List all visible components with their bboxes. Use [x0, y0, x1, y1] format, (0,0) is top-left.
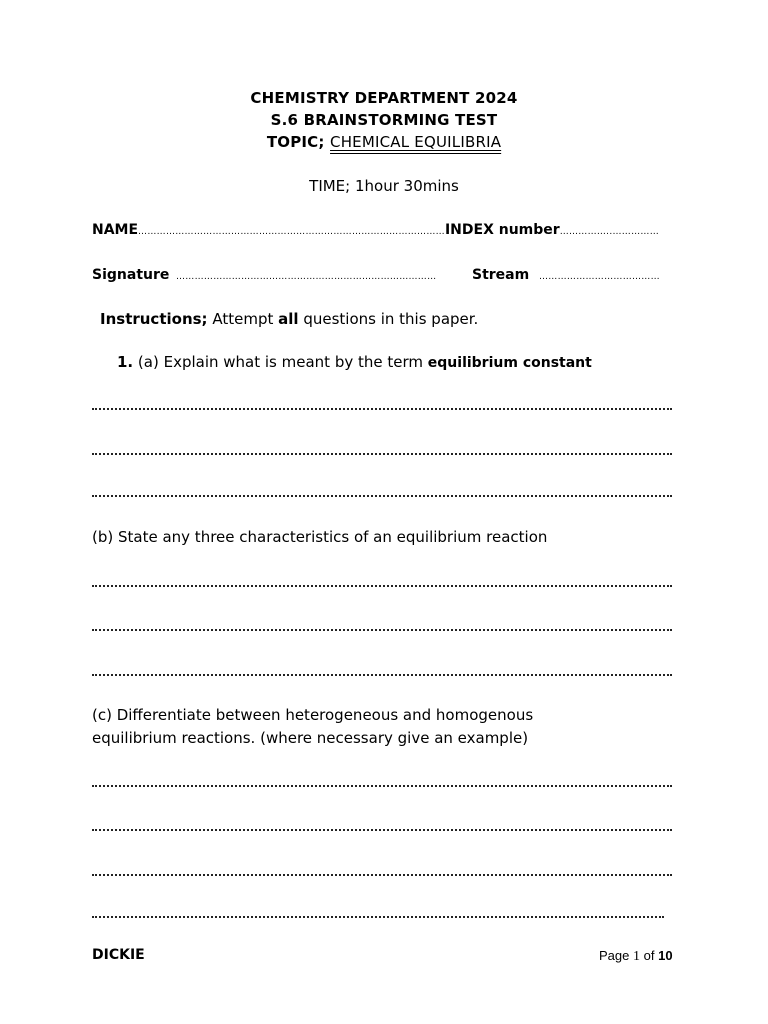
question-1a-text: (a) Explain what is meant by the term [137, 353, 423, 371]
name-field[interactable]: ……………………………………………………………………………………… [138, 227, 445, 237]
index-label: INDEX number [444, 222, 560, 238]
topic-line [0, 133, 768, 151]
instructions-text-after: questions in this paper. [303, 310, 479, 328]
test-subtitle: S.6 BRAINSTORMING TEST [270, 111, 498, 129]
stream-label: Stream [472, 267, 530, 283]
answer-line[interactable] [92, 628, 672, 631]
instructions-label: Instructions; [100, 310, 208, 328]
name-label: NAME [92, 222, 139, 238]
answer-line[interactable] [92, 915, 664, 918]
index-field[interactable]: ……………..…………… [559, 227, 660, 237]
signature-label: Signature [92, 267, 170, 283]
page-of: of [643, 948, 655, 963]
stream-field[interactable]: ………………………………… [539, 272, 660, 282]
page-prefix: Page [599, 948, 630, 963]
instructions-text-before: Attempt [212, 310, 274, 328]
answer-line[interactable] [92, 407, 672, 410]
question-1b: (b) State any three characteristics of an equilibrium reaction [92, 528, 548, 546]
page-number [599, 948, 673, 965]
signature-field[interactable]: ………………………………………………………………………… [176, 272, 437, 282]
name-index-row [92, 222, 659, 238]
page-total: 10 [658, 948, 673, 963]
answer-line[interactable] [92, 494, 672, 497]
question-number: 1. [117, 353, 134, 371]
topic-label: TOPIC; [266, 133, 325, 151]
answer-line[interactable] [92, 584, 672, 587]
instructions-emphasis: all [278, 310, 299, 328]
exam-time: TIME; 1hour 30mins [309, 177, 459, 195]
instructions [100, 310, 478, 328]
topic-value: CHEMICAL EQUILIBRIA [330, 133, 502, 151]
answer-line[interactable] [92, 784, 672, 787]
question-1a-term: equilibrium constant [427, 355, 592, 371]
page-current: 1 [633, 949, 640, 964]
question-1c-line2: equilibrium reactions. (where necessary give an example) [92, 729, 529, 747]
answer-line[interactable] [92, 673, 672, 676]
stream-label-wrap [472, 267, 529, 283]
signature-label-wrap [92, 267, 169, 283]
answer-line[interactable] [92, 873, 672, 876]
question-1c-line1: (c) Differentiate between heterogeneous and homogenous [92, 706, 534, 724]
answer-line[interactable] [92, 452, 672, 455]
answer-line[interactable] [92, 828, 672, 831]
department-title: CHEMISTRY DEPARTMENT 2024 [250, 89, 518, 107]
question-1a [117, 353, 592, 371]
footer-author: DICKIE [92, 947, 145, 963]
